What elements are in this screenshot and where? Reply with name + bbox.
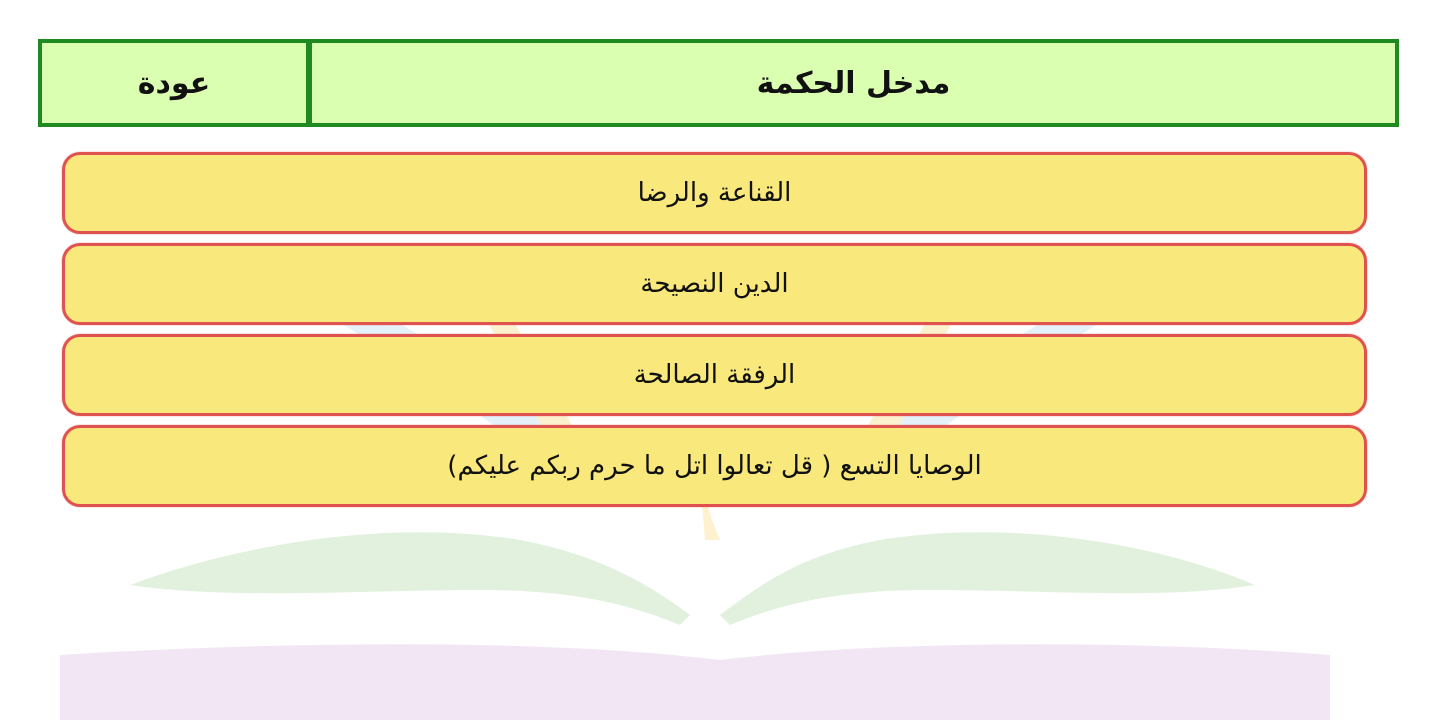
back-button[interactable]: عودة <box>42 43 312 123</box>
book-page-left <box>130 532 690 625</box>
menu-item-nine-commandments[interactable]: الوصايا التسع ( قل تعالوا اتل ما حرم ربكم عليكم) <box>62 425 1367 507</box>
menu-item-good-company[interactable]: الرفقة الصالحة <box>62 334 1367 416</box>
book-cover <box>60 644 1330 720</box>
wisdom-menu <box>62 152 1367 516</box>
book-pages <box>60 532 1330 720</box>
header-bar <box>38 39 1399 127</box>
page-title: مدخل الحكمة <box>756 65 951 101</box>
book-page-right <box>720 532 1255 625</box>
menu-item-religion-advice[interactable]: الدين النصيحة <box>62 243 1367 325</box>
menu-item-contentment[interactable]: القناعة والرضا <box>62 152 1367 234</box>
